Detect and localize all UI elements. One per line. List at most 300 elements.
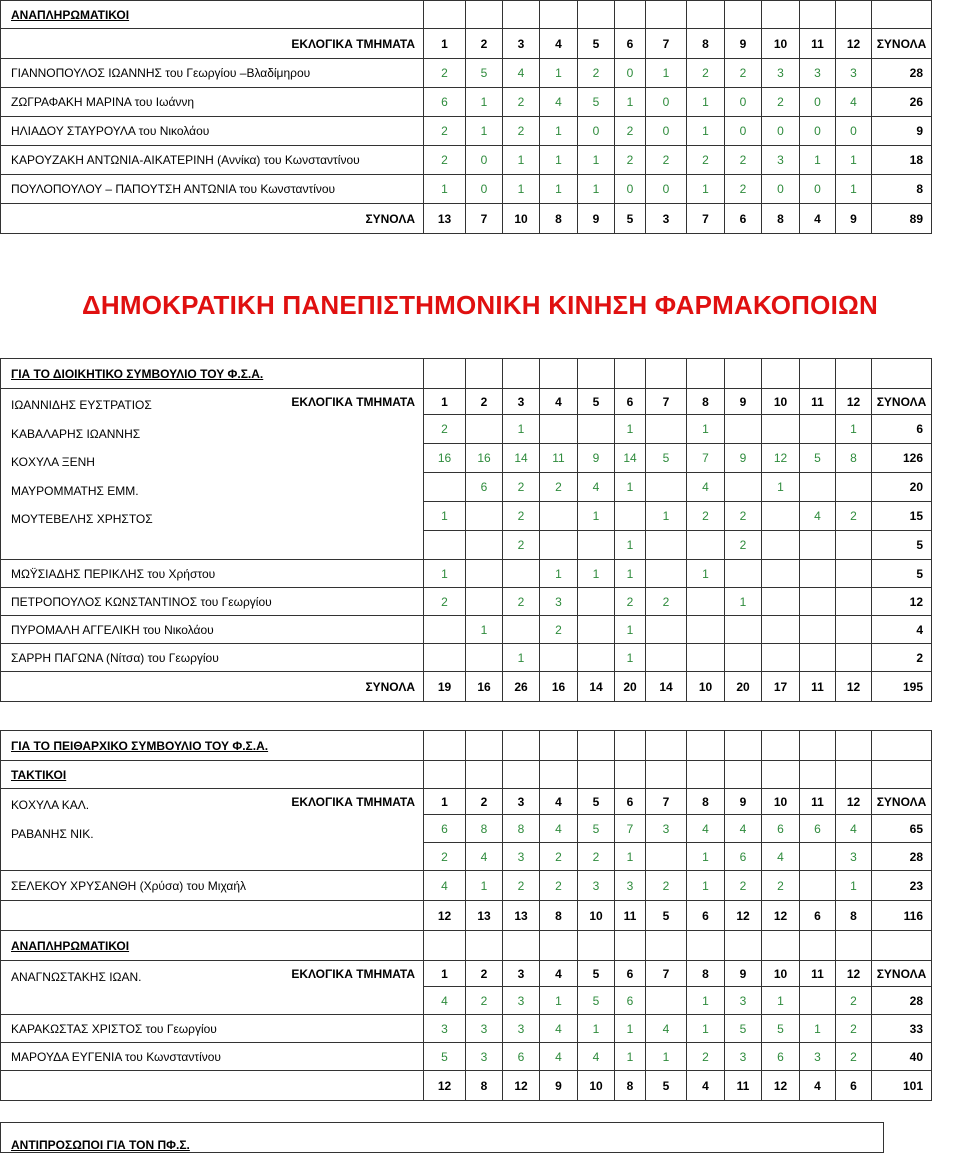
vote-cell: 1 — [836, 415, 872, 444]
column-total: 20 — [725, 672, 762, 702]
vote-cell — [800, 644, 836, 672]
column-total: 12 — [424, 901, 466, 931]
vote-cell: 4 — [424, 871, 466, 901]
totals-row — [1, 672, 932, 702]
column-header: 3 — [503, 29, 540, 59]
column-total: 8 — [540, 901, 578, 931]
vote-cell: 4 — [540, 88, 578, 117]
empty-cell — [762, 359, 800, 389]
vote-cell: 4 — [646, 1015, 687, 1043]
column-total: 6 — [725, 204, 762, 234]
vote-cell: 5 — [762, 1015, 800, 1043]
vote-cell: 2 — [762, 88, 800, 117]
column-total: 7 — [687, 204, 725, 234]
vote-cell: 2 — [503, 871, 540, 901]
candidate-names-stack — [1, 789, 424, 871]
column-total: 6 — [836, 1071, 872, 1101]
totals-label: ΣΥΝΟΛΑ — [1, 204, 424, 234]
column-total: 9 — [836, 204, 872, 234]
candidate-names-stack — [1, 389, 424, 560]
column-total: 8 — [762, 204, 800, 234]
column-total: 5 — [646, 901, 687, 931]
vote-cell: 1 — [646, 1043, 687, 1071]
empty-cell — [762, 731, 800, 761]
empty-cell — [725, 359, 762, 389]
vote-cell — [836, 560, 872, 588]
vote-cell: 4 — [762, 843, 800, 871]
empty-cell — [466, 761, 503, 789]
vote-cell — [800, 531, 836, 560]
empty-cell — [615, 761, 646, 789]
candidate-name: ΗΛΙΑΔΟΥ ΣΤΑΥΡΟΥΛΑ του Νικολάου — [1, 117, 424, 146]
vote-cell: 2 — [687, 1043, 725, 1071]
vote-cell: 1 — [466, 616, 503, 644]
column-total: 8 — [615, 1071, 646, 1101]
table-section5 — [0, 1122, 884, 1153]
empty-cell — [466, 731, 503, 761]
vote-cell: 2 — [615, 117, 646, 146]
vote-cell: 14 — [615, 444, 646, 473]
empty-cell — [503, 731, 540, 761]
column-total: 14 — [646, 672, 687, 702]
vote-cell — [578, 616, 615, 644]
vote-cell: 2 — [540, 843, 578, 871]
vote-cell — [424, 473, 466, 502]
vote-cell — [466, 644, 503, 672]
column-total: 14 — [578, 672, 615, 702]
vote-cell: 4 — [540, 1043, 578, 1071]
vote-cell: 3 — [615, 871, 646, 901]
table-row — [1, 175, 932, 204]
vote-cell: 2 — [466, 987, 503, 1015]
vote-cell: 3 — [762, 146, 800, 175]
vote-cell — [800, 987, 836, 1015]
vote-cell — [646, 616, 687, 644]
empty-cell — [578, 931, 615, 961]
vote-cell: 4 — [800, 502, 836, 531]
vote-cell: 1 — [687, 987, 725, 1015]
table-section2 — [0, 358, 932, 702]
vote-cell: 3 — [466, 1043, 503, 1071]
vote-cell: 2 — [503, 117, 540, 146]
vote-cell — [836, 644, 872, 672]
vote-cell — [466, 588, 503, 616]
empty-cell — [687, 731, 725, 761]
vote-cell: 0 — [615, 59, 646, 88]
vote-cell: 2 — [646, 871, 687, 901]
candidate-name: ΠΟΥΛΟΠΟΥΛΟΥ – ΠΑΠΟΥΤΣΗ ΑΝΤΩΝΙΑ του Κωνσταντίνου — [1, 175, 424, 204]
vote-cell: 4 — [578, 1043, 615, 1071]
vote-cell — [466, 415, 503, 444]
grand-total: 195 — [872, 672, 932, 702]
column-total: 13 — [466, 901, 503, 931]
vote-cell: 1 — [540, 117, 578, 146]
column-total: 16 — [466, 672, 503, 702]
vote-cell: 0 — [762, 117, 800, 146]
vote-cell: 1 — [687, 871, 725, 901]
vote-cell: 2 — [836, 987, 872, 1015]
vote-cell — [762, 560, 800, 588]
empty-cell — [424, 761, 466, 789]
vote-cell — [466, 502, 503, 531]
row-total: 18 — [872, 146, 932, 175]
column-header: 3 — [503, 961, 540, 987]
vote-cell: 1 — [540, 59, 578, 88]
vote-cell: 4 — [687, 473, 725, 502]
empty-cell — [615, 731, 646, 761]
vote-cell: 1 — [800, 1015, 836, 1043]
vote-cell — [540, 415, 578, 444]
header-row — [1, 389, 932, 415]
vote-cell: 2 — [503, 502, 540, 531]
vote-cell: 1 — [646, 502, 687, 531]
empty-cell — [466, 931, 503, 961]
candidate-name: ΣΕΛΕΚΟΥ ΧΡΥΣΑΝΘΗ (Χρύσα) του Μιχαήλ — [1, 871, 424, 901]
vote-cell — [800, 588, 836, 616]
empty-cell — [466, 359, 503, 389]
vote-cell: 2 — [762, 871, 800, 901]
empty-cell — [540, 761, 578, 789]
vote-cell: 0 — [800, 117, 836, 146]
column-total: 11 — [800, 672, 836, 702]
empty-cell — [687, 1, 725, 29]
vote-cell: 2 — [725, 531, 762, 560]
empty-cell — [800, 359, 836, 389]
row-total: 4 — [872, 616, 932, 644]
column-header: 9 — [725, 789, 762, 815]
column-header: 12 — [836, 961, 872, 987]
column-header: 11 — [800, 389, 836, 415]
vote-cell: 3 — [646, 815, 687, 843]
empty-cell — [646, 1, 687, 29]
empty-cell — [466, 1, 503, 29]
vote-cell: 1 — [578, 175, 615, 204]
vote-cell: 1 — [424, 502, 466, 531]
column-total: 13 — [424, 204, 466, 234]
vote-cell: 0 — [646, 175, 687, 204]
empty-cell — [762, 1, 800, 29]
vote-cell: 12 — [762, 444, 800, 473]
vote-cell: 1 — [836, 146, 872, 175]
vote-cell — [578, 588, 615, 616]
vote-cell — [725, 644, 762, 672]
column-total: 10 — [578, 901, 615, 931]
vote-cell: 6 — [424, 815, 466, 843]
empty-cell — [646, 359, 687, 389]
vote-cell — [762, 415, 800, 444]
vote-cell — [762, 588, 800, 616]
vote-cell: 2 — [424, 146, 466, 175]
vote-cell: 1 — [615, 616, 646, 644]
column-header: 9 — [725, 961, 762, 987]
vote-cell: 1 — [615, 1043, 646, 1071]
column-total: 6 — [687, 901, 725, 931]
candidate-name: ΓΙΑΝΝΟΠΟΥΛΟΣ ΙΩΑΝΝΗΣ του Γεωργίου –Βλαδίμηρου — [1, 59, 424, 88]
row-total: 33 — [872, 1015, 932, 1043]
row-total: 40 — [872, 1043, 932, 1071]
banner-title: ΔΗΜΟΚΡΑΤΙΚΗ ΠΑΝΕΠΙΣΤΗΜΟΝΙΚΗ ΚΙΝΗΣΗ ΦΑΡΜΑΚΟΠΟΙΩΝ — [81, 290, 879, 320]
column-header: 4 — [540, 29, 578, 59]
column-header: 11 — [800, 29, 836, 59]
grand-total: 89 — [872, 204, 932, 234]
vote-cell — [687, 588, 725, 616]
candidate-name: ΖΩΓΡΑΦΑΚΗ ΜΑΡΙΝΑ του Ιωάννη — [1, 88, 424, 117]
vote-cell: 0 — [646, 117, 687, 146]
column-header: 7 — [646, 29, 687, 59]
table-row — [1, 616, 932, 644]
column-header: 8 — [687, 961, 725, 987]
vote-cell: 3 — [578, 871, 615, 901]
vote-cell: 6 — [424, 88, 466, 117]
column-total: 9 — [578, 204, 615, 234]
total-header: ΣΥΝΟΛΑ — [872, 389, 932, 415]
empty-cell — [872, 731, 932, 761]
column-header: 1 — [424, 389, 466, 415]
vote-cell: 1 — [687, 1015, 725, 1043]
vote-cell: 1 — [615, 1015, 646, 1043]
column-total: 11 — [725, 1071, 762, 1101]
empty-cell — [540, 1, 578, 29]
vote-cell — [687, 531, 725, 560]
candidate-name: ΜΟΥΤΕΒΕΛΗΣ ΧΡΗΣΤΟΣ — [11, 512, 153, 526]
header-row — [1, 789, 932, 815]
section-subtitle-row — [1, 761, 932, 789]
candidate-name: ΚΑΡΟΥΖΑΚΗ ΑΝΤΩΝΙΑ-ΑΙΚΑΤΕΡΙΝΗ (Αννίκα) του Κωνσταντίνου — [1, 146, 424, 175]
total-header: ΣΥΝΟΛΑ — [872, 961, 932, 987]
vote-cell — [800, 560, 836, 588]
vote-cell: 2 — [424, 117, 466, 146]
empty-cell — [725, 731, 762, 761]
empty-cell — [578, 731, 615, 761]
vote-cell: 4 — [503, 59, 540, 88]
vote-cell: 1 — [424, 175, 466, 204]
empty-cell — [646, 731, 687, 761]
empty-cell — [1, 901, 424, 931]
row-total: 28 — [872, 987, 932, 1015]
section-title-row — [1, 731, 932, 761]
vote-cell: 1 — [687, 843, 725, 871]
candidate-name: ΠΕΤΡΟΠΟΥΛΟΣ ΚΩΝΣΤΑΝΤΙΝΟΣ του Γεωργίου — [1, 588, 424, 616]
empty-cell — [578, 359, 615, 389]
vote-cell: 3 — [503, 987, 540, 1015]
vote-cell: 3 — [466, 1015, 503, 1043]
vote-cell: 2 — [503, 588, 540, 616]
column-total: 20 — [615, 672, 646, 702]
column-header: 1 — [424, 961, 466, 987]
vote-cell: 3 — [836, 59, 872, 88]
row-total: 5 — [872, 560, 932, 588]
column-header: 8 — [687, 389, 725, 415]
row-total: 9 — [872, 117, 932, 146]
row-total: 6 — [872, 415, 932, 444]
column-header: 7 — [646, 961, 687, 987]
vote-cell: 1 — [800, 146, 836, 175]
column-header: 6 — [615, 961, 646, 987]
vote-cell — [646, 987, 687, 1015]
column-header: 12 — [836, 29, 872, 59]
vote-cell — [424, 616, 466, 644]
vote-cell — [725, 415, 762, 444]
vote-cell — [503, 560, 540, 588]
empty-cell — [424, 1, 466, 29]
vote-cell — [578, 415, 615, 444]
vote-cell: 5 — [725, 1015, 762, 1043]
column-total: 4 — [800, 204, 836, 234]
vote-cell: 1 — [762, 473, 800, 502]
vote-cell: 6 — [762, 1043, 800, 1071]
empty-cell — [836, 731, 872, 761]
column-total: 16 — [540, 672, 578, 702]
empty-cell — [836, 761, 872, 789]
vote-cell: 1 — [615, 415, 646, 444]
column-header: 11 — [800, 789, 836, 815]
vote-cell: 1 — [615, 560, 646, 588]
vote-cell — [762, 531, 800, 560]
vote-cell — [836, 473, 872, 502]
table-row — [1, 871, 932, 901]
candidate-name: ΚΑΡΑΚΩΣΤΑΣ ΧΡΙΣΤΟΣ του Γεωργίου — [1, 1015, 424, 1043]
vote-cell: 7 — [687, 444, 725, 473]
header-row — [1, 961, 932, 987]
empty-cell — [800, 931, 836, 961]
empty-cell — [540, 359, 578, 389]
vote-cell: 3 — [725, 1043, 762, 1071]
vote-cell — [646, 473, 687, 502]
vote-cell: 2 — [424, 59, 466, 88]
vote-cell: 4 — [836, 88, 872, 117]
vote-cell: 2 — [503, 88, 540, 117]
vote-cell: 4 — [466, 843, 503, 871]
empty-cell — [836, 1, 872, 29]
vote-cell — [646, 531, 687, 560]
vote-cell: 1 — [466, 88, 503, 117]
empty-cell — [503, 761, 540, 789]
empty-cell — [646, 931, 687, 961]
column-header: 2 — [466, 789, 503, 815]
section-title: ΤΑΚΤΙΚΟΙ — [1, 761, 424, 789]
totals-row — [1, 901, 932, 931]
total-header: ΣΥΝΟΛΑ — [872, 29, 932, 59]
row-total: 2 — [872, 644, 932, 672]
empty-cell — [687, 359, 725, 389]
vote-cell: 2 — [503, 473, 540, 502]
vote-cell — [503, 616, 540, 644]
vote-cell — [762, 644, 800, 672]
column-header: 6 — [615, 789, 646, 815]
total-header: ΣΥΝΟΛΑ — [872, 789, 932, 815]
vote-cell: 2 — [646, 588, 687, 616]
vote-cell: 1 — [578, 502, 615, 531]
vote-cell — [615, 502, 646, 531]
vote-cell: 1 — [687, 88, 725, 117]
column-header: 9 — [725, 389, 762, 415]
column-header: 10 — [762, 29, 800, 59]
column-total: 8 — [836, 901, 872, 931]
vote-cell: 5 — [800, 444, 836, 473]
vote-cell: 1 — [503, 644, 540, 672]
empty-cell — [646, 761, 687, 789]
vote-cell: 1 — [540, 560, 578, 588]
vote-cell: 6 — [615, 987, 646, 1015]
vote-cell — [540, 644, 578, 672]
vote-cell: 1 — [578, 560, 615, 588]
vote-cell: 0 — [615, 175, 646, 204]
vote-cell: 1 — [466, 871, 503, 901]
empty-cell — [615, 1, 646, 29]
vote-cell: 2 — [578, 843, 615, 871]
vote-cell: 1 — [725, 588, 762, 616]
candidate-name: ΙΩΑΝΝΙΔΗΣ ΕΥΣΤΡΑΤΙΟΣ — [11, 398, 152, 412]
empty-cell — [836, 359, 872, 389]
vote-cell: 2 — [725, 871, 762, 901]
vote-cell: 16 — [466, 444, 503, 473]
vote-cell: 4 — [578, 473, 615, 502]
vote-cell — [646, 843, 687, 871]
row-total: 15 — [872, 502, 932, 531]
header-row — [1, 29, 932, 59]
empty-cell — [800, 731, 836, 761]
column-header: 7 — [646, 789, 687, 815]
vote-cell — [836, 588, 872, 616]
column-header: 12 — [836, 389, 872, 415]
candidate-names-stack — [1, 961, 424, 1015]
column-total: 26 — [503, 672, 540, 702]
vote-cell: 6 — [503, 1043, 540, 1071]
vote-cell: 1 — [615, 843, 646, 871]
column-total: 19 — [424, 672, 466, 702]
row-total: 28 — [872, 843, 932, 871]
vote-cell: 1 — [687, 117, 725, 146]
empty-cell — [872, 761, 932, 789]
vote-cell — [466, 531, 503, 560]
header-label: ΕΚΛΟΓΙΚΑ ΤΜΗΜΑΤΑ — [1, 29, 424, 59]
vote-cell: 3 — [800, 1043, 836, 1071]
vote-cell: 2 — [540, 473, 578, 502]
vote-cell: 1 — [615, 644, 646, 672]
column-header: 10 — [762, 389, 800, 415]
candidate-name: ΚΟΧΥΛΑ ΚΑΛ. — [11, 798, 90, 812]
vote-cell: 1 — [540, 146, 578, 175]
table-row — [1, 1015, 932, 1043]
vote-cell: 1 — [615, 473, 646, 502]
empty-cell — [503, 931, 540, 961]
vote-cell: 5 — [578, 88, 615, 117]
vote-cell: 2 — [725, 175, 762, 204]
column-total: 17 — [762, 672, 800, 702]
row-total: 28 — [872, 59, 932, 88]
candidate-name: ΜΩΫΣΙΑΔΗΣ ΠΕΡΙΚΛΗΣ του Χρήστου — [1, 560, 424, 588]
vote-cell: 0 — [800, 175, 836, 204]
table-section4 — [0, 930, 932, 1101]
vote-cell: 1 — [578, 146, 615, 175]
vote-cell — [687, 616, 725, 644]
empty-cell — [578, 1, 615, 29]
column-total: 10 — [687, 672, 725, 702]
row-total: 5 — [872, 531, 932, 560]
column-header: 8 — [687, 29, 725, 59]
vote-cell — [836, 616, 872, 644]
section-title: ΑΝΤΙΠΡΟΣΩΠΟΙ ΓΙΑ ΤΟΝ ΠΦ.Σ. — [1, 1123, 884, 1153]
empty-cell — [725, 1, 762, 29]
vote-cell — [466, 560, 503, 588]
vote-cell: 0 — [578, 117, 615, 146]
column-total: 12 — [424, 1071, 466, 1101]
vote-cell: 6 — [466, 473, 503, 502]
vote-cell: 2 — [646, 146, 687, 175]
vote-cell — [687, 644, 725, 672]
vote-cell: 2 — [687, 146, 725, 175]
candidate-name: ΜΑΥΡΟΜΜΑΤΗΣ ΕΜΜ. — [11, 483, 139, 498]
